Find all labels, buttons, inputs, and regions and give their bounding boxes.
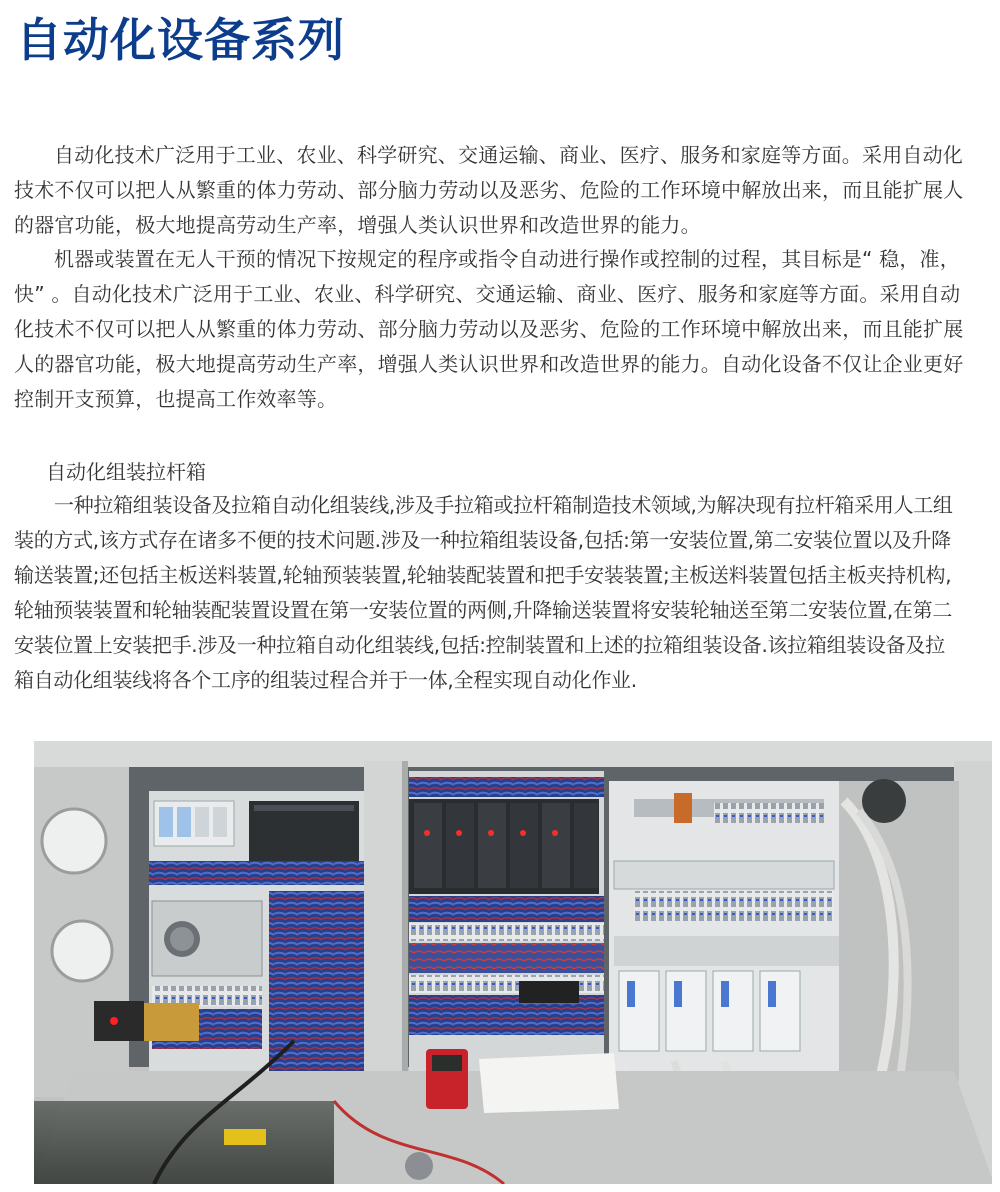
intro-paragraph-2: 机器或装置在无人干预的情况下按规定的程序或指令自动进行操作或控制的过程，其目标是“ 稳，准，快” 。自动化技术广泛用于工业、农业、科学研究、交通运输、商业、医疗、服务和家庭等方面。采用自动化技术不仅可以把人从繁重的体力劳动、部分脑力劳动以及恶劣、危险的工作环境中解放出来，而且能扩展人的器官功能，极大地提高劳动生产率，增强人类认识世界和改造世界的能力。自动化设备不仅让企业更好控制开支预算，也提高工作效率等。 <box>14 247 964 411</box>
intro-text <box>14 138 964 416</box>
section-heading: 自动化组装拉杆箱 <box>46 460 206 484</box>
page-title: 自动化设备系列 <box>16 13 345 67</box>
section-body: 一种拉箱组装设备及拉箱自动化组装线,涉及手拉箱或拉杆箱制造技术领域,为解决现有拉杆箱采用人工组装的方式,该方式存在诸多不便的技术问题.涉及一种拉箱组装设备,包括:第一安装位置,第二安装位置以及升降输送装置;还包括主板送料装置,轮轴预装装置,轮轴装配装置和把手安装装置;主板送料装置包括主板夹持机构,轮轴预装装置和轮轴装配装置设置在第一安装位置的两侧,升降输送装置将安装轮轴送至第二安装位置,在第二安装位置上安装把手.涉及一种拉箱自动化组装线,包括:控制装置和上述的拉箱组装设备.该拉箱组装设备及拉箱自动化组装线将各个工序的组装过程合并于一体,全程实现自动化作业. <box>14 493 953 692</box>
product-section <box>14 456 964 698</box>
intro-paragraph-1: 自动化技术广泛用于工业、农业、科学研究、交通运输、商业、医疗、服务和家庭等方面。采用自动化技术不仅可以把人从繁重的体力劳动、部分脑力劳动以及恶劣、危险的工作环境中解放出来，而且能扩展人的器官功能，极大地提高劳动生产率，增强人类认识世界和改造世界的能力。 <box>14 143 964 237</box>
control-cabinet-photo <box>34 741 992 1184</box>
